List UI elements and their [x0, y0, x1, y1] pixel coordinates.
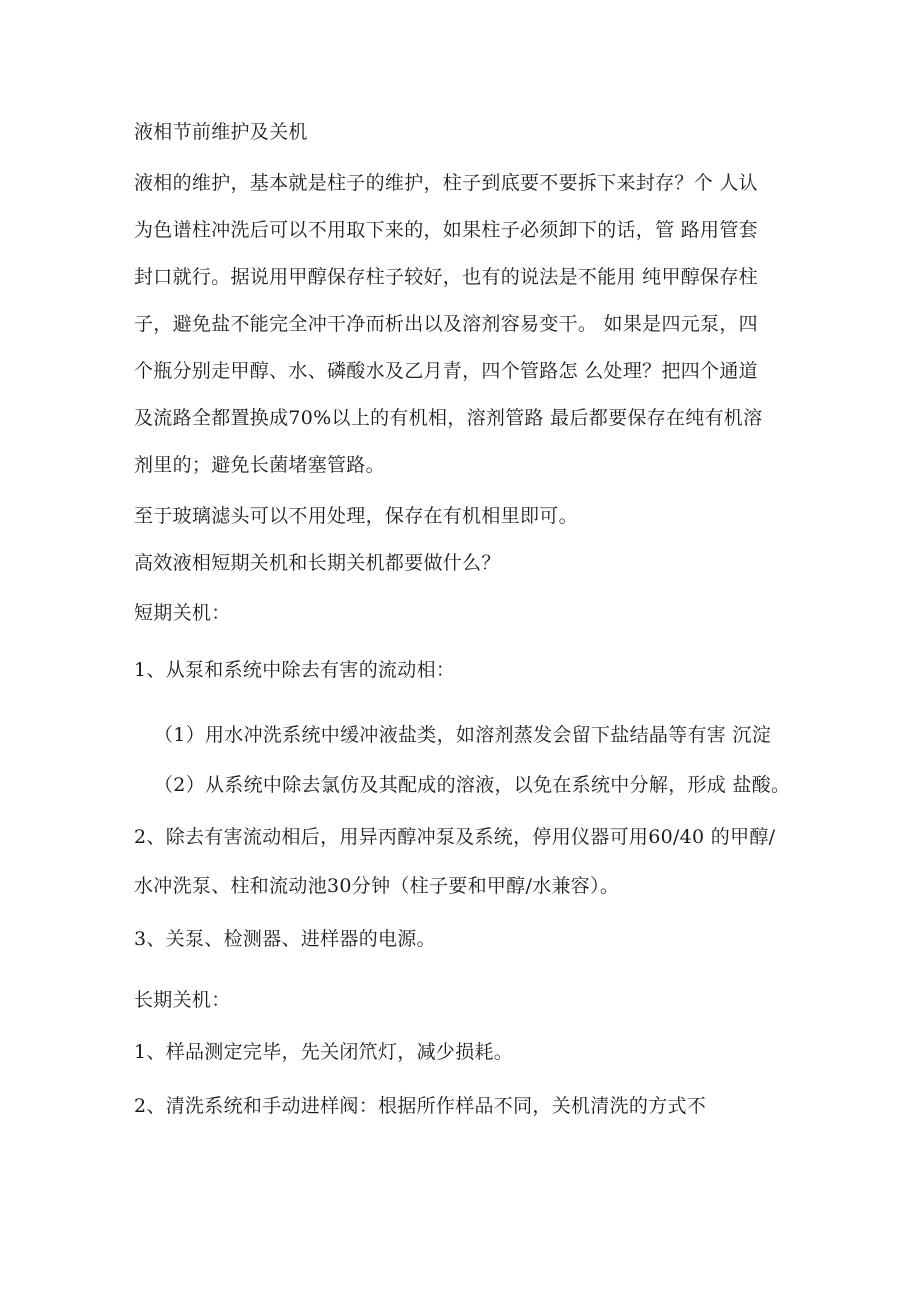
short-term-step-2-cont: 水冲洗泵、柱和流动池30分钟（柱子要和甲醇/水兼容）。	[134, 875, 620, 897]
short-term-heading: 短期关机：	[134, 602, 231, 624]
short-term-step-3: 3、关泵、检测器、进样器的电源。	[134, 928, 436, 950]
intro-line: 子，避免盐不能完全冲干净而析出以及溶剂容易变干。 如果是四元泵，四	[134, 313, 758, 335]
intro-line: 剂里的；避免长菌堵塞管路。	[134, 454, 385, 476]
intro-line: 封口就行。据说用甲醇保存柱子较好，也有的说法是不能用 纯甲醇保存柱	[134, 266, 758, 288]
question-heading: 高效液相短期关机和长期关机都要做什么？	[134, 552, 501, 574]
long-term-heading: 长期关机：	[134, 989, 231, 1011]
short-term-substep-2: （2）从系统中除去氯仿及其配成的溶液，以免在系统中分解，形成 盐酸。	[154, 774, 791, 796]
intro-line: 为色谱柱冲洗后可以不用取下来的，如果柱子必须卸下的话，管 路用管套	[134, 219, 758, 241]
intro-line: 及流路全都置换成70%以上的有机相，溶剂管路 最后都要保存在纯有机溶	[134, 407, 763, 429]
short-term-substep-1: （1）用水冲洗系统中缓冲液盐类，如溶剂蒸发会留下盐结晶等有害 沉淀	[154, 724, 772, 746]
short-term-step-2: 2、除去有害流动相后，用异丙醇冲泵及系统，停用仪器可用60/40 的甲醇/	[134, 826, 776, 848]
filter-note: 至于玻璃滤头可以不用处理，保存在有机相里即可。	[134, 505, 578, 527]
long-term-step-1: 1、样品测定完毕，先关闭笊灯，减少损耗。	[134, 1041, 514, 1063]
document-title: 液相节前维护及关机	[134, 121, 308, 143]
intro-line: 个瓶分别走甲醇、水、磷酸水及乙月青，四个管路怎 么处理？把四个通道	[134, 360, 758, 382]
intro-line: 液相的维护，基本就是柱子的维护，柱子到底要不要拆下来封存？个 人认	[134, 172, 758, 194]
long-term-step-2: 2、清洗系统和手动进样阀：根据所作样品不同，关机清洗的方式不	[134, 1095, 707, 1117]
short-term-step-1: 1、从泵和系统中除去有害的流动相：	[134, 659, 456, 681]
